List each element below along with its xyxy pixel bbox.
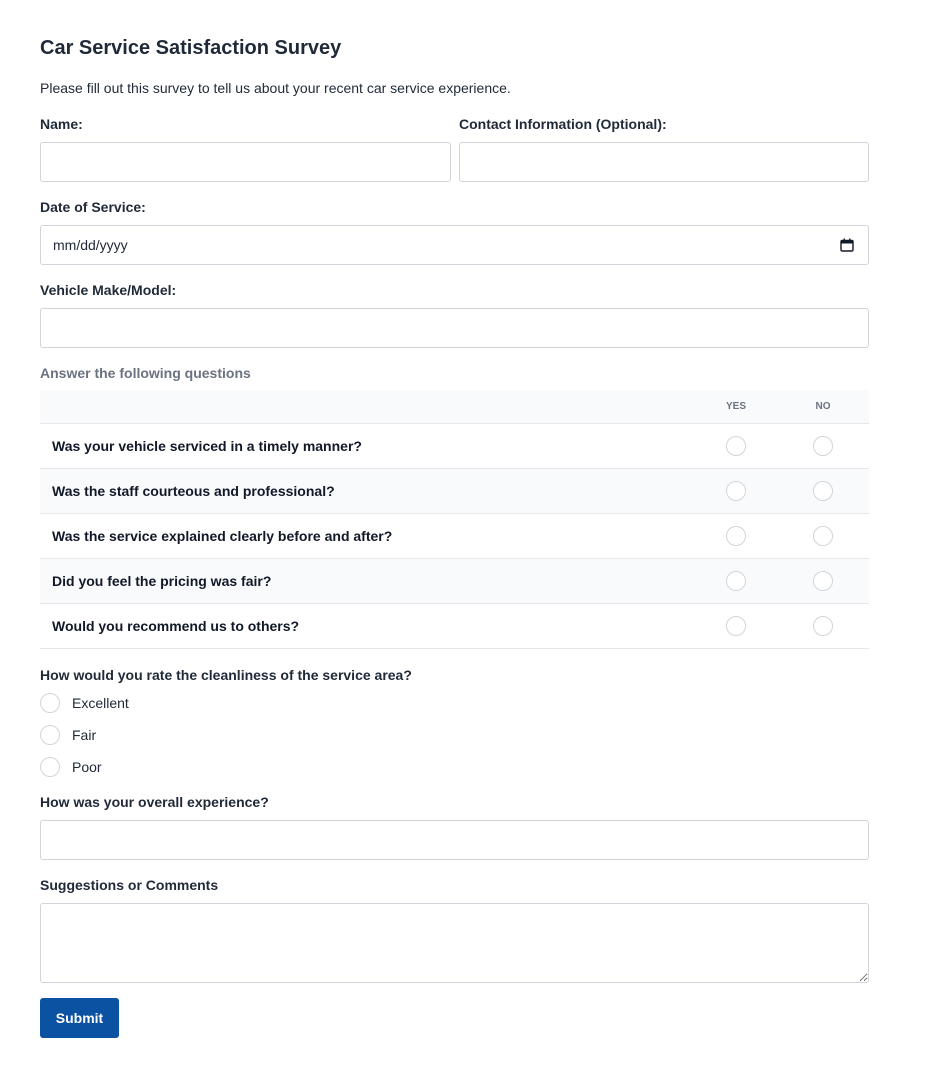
question-text: Was the staff courteous and professional? bbox=[52, 483, 335, 499]
no-radio[interactable] bbox=[813, 526, 833, 546]
calendar-icon[interactable] bbox=[840, 238, 854, 252]
questions-hint: Answer the following questions bbox=[40, 365, 251, 381]
name-input[interactable] bbox=[40, 142, 451, 182]
yes-radio[interactable] bbox=[726, 571, 746, 591]
date-placeholder: mm/dd/yyyy bbox=[53, 237, 128, 253]
option-label: Poor bbox=[72, 759, 102, 775]
contact-label: Contact Information (Optional): bbox=[459, 116, 667, 132]
fair-radio[interactable] bbox=[40, 725, 60, 745]
questions-header-row bbox=[40, 390, 869, 424]
contact-input[interactable] bbox=[459, 142, 869, 182]
yes-column-header: YES bbox=[725, 401, 746, 412]
question-row bbox=[40, 424, 869, 469]
yes-radio[interactable] bbox=[726, 526, 746, 546]
no-radio[interactable] bbox=[813, 616, 833, 636]
cleanliness-option-fair[interactable] bbox=[40, 724, 96, 746]
no-radio[interactable] bbox=[813, 436, 833, 456]
intro-text: Please fill out this survey to tell us about your recent car service experience. bbox=[40, 80, 511, 96]
submit-button[interactable]: Submit bbox=[40, 998, 119, 1038]
cleanliness-option-poor[interactable] bbox=[40, 756, 102, 778]
date-input[interactable] bbox=[40, 225, 869, 265]
question-row bbox=[40, 604, 869, 649]
question-text: Was the service explained clearly before and after? bbox=[52, 528, 393, 544]
name-label: Name: bbox=[40, 116, 83, 132]
poor-radio[interactable] bbox=[40, 757, 60, 777]
cleanliness-option-excellent[interactable] bbox=[40, 692, 129, 714]
vehicle-input[interactable] bbox=[40, 308, 869, 348]
page-title: Car Service Satisfaction Survey bbox=[40, 37, 342, 59]
no-radio[interactable] bbox=[813, 481, 833, 501]
excellent-radio[interactable] bbox=[40, 693, 60, 713]
overall-label: How was your overall experience? bbox=[40, 794, 269, 810]
question-text: Was your vehicle serviced in a timely manner? bbox=[52, 438, 362, 454]
comments-label: Suggestions or Comments bbox=[40, 877, 219, 893]
no-radio[interactable] bbox=[813, 571, 833, 591]
yes-radio[interactable] bbox=[726, 616, 746, 636]
option-label: Excellent bbox=[72, 695, 129, 711]
question-row bbox=[40, 469, 869, 514]
no-column-header: NO bbox=[815, 401, 831, 412]
option-label: Fair bbox=[72, 727, 97, 743]
vehicle-label: Vehicle Make/Model: bbox=[40, 282, 177, 298]
question-text: Would you recommend us to others? bbox=[52, 618, 300, 634]
question-row bbox=[40, 559, 869, 604]
comments-textarea[interactable] bbox=[40, 903, 869, 983]
overall-input[interactable] bbox=[40, 820, 869, 860]
yes-radio[interactable] bbox=[726, 436, 746, 456]
yes-no-questions bbox=[40, 390, 869, 649]
cleanliness-label: How would you rate the cleanliness of the service area? bbox=[40, 667, 412, 683]
date-label: Date of Service: bbox=[40, 199, 146, 215]
question-row bbox=[40, 514, 869, 559]
yes-radio[interactable] bbox=[726, 481, 746, 501]
question-text: Did you feel the pricing was fair? bbox=[52, 573, 272, 589]
